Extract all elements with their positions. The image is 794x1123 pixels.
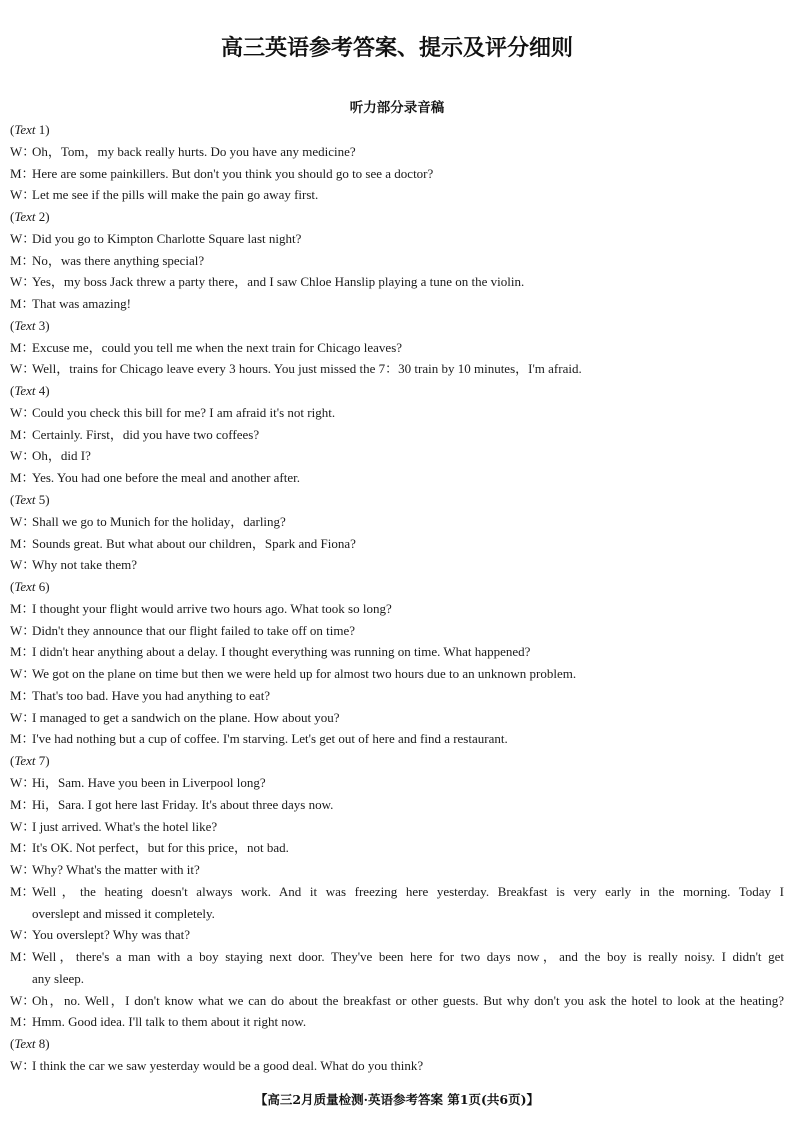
heading-number: 6) [35, 579, 50, 595]
line-text: Why not take them? [32, 557, 138, 573]
page-title: 高三英语参考答案、提示及评分细则 [220, 35, 573, 61]
line-text: Excuse me，could you tell me when the next train for Chicago leaves? [32, 339, 403, 355]
heading-word: Text [14, 122, 36, 137]
dialogue-line [10, 250, 784, 272]
line-text: Sounds great. But what about our children，Spark and Fiona? [32, 535, 356, 551]
dialogue-line [10, 271, 784, 293]
speaker-label: W： [10, 557, 36, 573]
page-footer: 【高三2月质量检测·英语参考答案 第1页(共6页)】 [254, 1092, 540, 1107]
line-text: It's OK. Not perfect，but for this price，not bad. [32, 840, 289, 856]
line-text: Yes，my boss Jack threw a party there，and I saw Chloe Hanslip playing a tune on the violin. [32, 274, 525, 290]
dialogue-line [10, 358, 784, 380]
line-text: We got on the plane on time but then we were held up for almost two hours due to an unknown problem. [32, 666, 577, 682]
line-text: I just arrived. What's the hotel like? [32, 818, 218, 834]
heading-word: Text [14, 579, 36, 595]
line-text: Didn't they announce that our flight failed to take off on time? [32, 622, 356, 638]
dialogue-line [10, 685, 784, 707]
speaker-label: M： [10, 883, 35, 899]
heading-open: ( [10, 753, 15, 769]
dialogue-line [10, 641, 784, 663]
dialogue-line [10, 772, 784, 794]
line-text-continued: any sleep. [32, 970, 84, 986]
dialogue-line [10, 924, 784, 946]
speaker-label: W： [10, 927, 36, 943]
heading-open: ( [10, 1036, 15, 1052]
speaker-label: M： [10, 165, 35, 181]
heading-number: 3) [35, 317, 50, 333]
line-text: Oh，did I? [32, 448, 91, 464]
line-text: Here are some painkillers. But don't you think you should go to see a doctor? [32, 165, 434, 181]
transcript [10, 119, 784, 1077]
heading-word: Text [14, 383, 36, 399]
speaker-label: W： [10, 143, 36, 159]
line-text: Hmm. Good idea. I'll talk to them about it right now. [32, 1014, 307, 1030]
dialogue-line [10, 1055, 784, 1077]
line-text: Did you go to Kimpton Charlotte Square last night? [32, 230, 302, 246]
heading-open: ( [10, 317, 15, 333]
dialogue-line [10, 293, 784, 315]
speaker-label: W： [10, 274, 36, 290]
dialogue-line [10, 467, 784, 489]
dialogue-line [10, 598, 784, 620]
speaker-label: M： [10, 296, 35, 312]
line-text-continued: overslept and missed it completely. [32, 905, 215, 921]
heading-open: ( [10, 492, 15, 508]
line-text: Why? What's the matter with it? [32, 862, 200, 878]
line-text: I thought your flight would arrive two hours ago. What took so long? [32, 600, 392, 616]
line-text: Certainly. First，did you have two coffees? [32, 426, 260, 442]
dialogue-line [10, 837, 784, 859]
speaker-label: M： [10, 252, 35, 268]
line-text: Well，the heating doesn't always work. And it was freezing here yesterday. Breakfast is very early in the morning. Today I [32, 883, 784, 899]
dialogue-line-continued [10, 903, 784, 925]
line-text: Well，there's a man with a boy staying next door. They've been here for two days now，and the boy is really noisy. I didn't get [32, 949, 784, 965]
line-text: Let me see if the pills will make the pain go away first. [32, 187, 319, 203]
heading-word: Text [14, 1036, 36, 1052]
dialogue-line [10, 728, 784, 750]
text-heading [10, 380, 784, 402]
heading-number: 8) [35, 1036, 50, 1052]
heading-open: ( [10, 122, 15, 137]
dialogue-line [10, 533, 784, 555]
speaker-label: M： [10, 339, 35, 355]
speaker-label: W： [10, 1057, 36, 1073]
dialogue-line [10, 816, 784, 838]
heading-number: 2) [35, 209, 50, 225]
text-heading [10, 750, 784, 772]
speaker-label: M： [10, 600, 35, 616]
text-heading [10, 119, 784, 141]
speaker-label: M： [10, 731, 35, 747]
speaker-label: W： [10, 404, 36, 420]
text-heading [10, 315, 784, 337]
speaker-label: W： [10, 818, 36, 834]
speaker-label: W： [10, 513, 36, 529]
line-text: That was amazing! [32, 296, 131, 312]
speaker-label: W： [10, 992, 36, 1008]
speaker-label: W： [10, 187, 36, 203]
heading-open: ( [10, 209, 15, 225]
speaker-label: M： [10, 470, 35, 486]
heading-open: ( [10, 579, 15, 595]
text-heading [10, 489, 784, 511]
dialogue-line [10, 184, 784, 206]
heading-number: 5) [35, 492, 50, 508]
speaker-label: M： [10, 796, 35, 812]
line-text: Oh，Tom，my back really hurts. Do you have any medicine? [32, 143, 356, 159]
speaker-label: W： [10, 361, 36, 377]
heading-open: ( [10, 383, 15, 399]
speaker-label: M： [10, 426, 35, 442]
speaker-label: W： [10, 622, 36, 638]
dialogue-line [10, 707, 784, 729]
dialogue-line [10, 228, 784, 250]
text-heading [10, 1033, 784, 1055]
line-text: Yes. You had one before the meal and another after. [32, 470, 300, 486]
speaker-label: M： [10, 687, 35, 703]
text-heading [10, 206, 784, 228]
speaker-label: W： [10, 774, 36, 790]
speaker-label: M： [10, 949, 35, 965]
dialogue-line [10, 554, 784, 576]
speaker-label: W： [10, 666, 36, 682]
dialogue-line [10, 946, 784, 968]
line-text: That's too bad. Have you had anything to eat? [32, 687, 271, 703]
dialogue-line [10, 445, 784, 467]
dialogue-line [10, 424, 784, 446]
dialogue-line [10, 881, 784, 903]
heading-word: Text [14, 753, 36, 769]
dialogue-line [10, 337, 784, 359]
line-text: You overslept? Why was that? [32, 927, 191, 943]
dialogue-line [10, 402, 784, 424]
dialogue-line [10, 663, 784, 685]
text-heading [10, 576, 784, 598]
line-text: Hi，Sara. I got here last Friday. It's about three days now. [32, 796, 334, 812]
line-text: Oh，no. Well，I don't know what we can do about the breakfast or other guests. But why don't you ask the hotel to look at the heating? [32, 992, 784, 1008]
line-text: No，was there anything special? [32, 252, 205, 268]
dialogue-line [10, 794, 784, 816]
speaker-label: M： [10, 840, 35, 856]
speaker-label: M： [10, 1014, 35, 1030]
line-text: I've had nothing but a cup of coffee. I'm starving. Let's get out of here and find a restaurant. [32, 731, 508, 747]
heading-word: Text [14, 209, 36, 225]
dialogue-line [10, 1011, 784, 1033]
dialogue-line [10, 859, 784, 881]
dialogue-line [10, 990, 784, 1012]
section-subtitle: 听力部分录音稿 [349, 100, 445, 116]
speaker-label: M： [10, 644, 35, 660]
heading-number: 4) [35, 383, 50, 399]
dialogue-line [10, 141, 784, 163]
dialogue-line-continued [10, 968, 784, 990]
line-text: Shall we go to Munich for the holiday，darling? [32, 513, 286, 529]
line-text: Well，trains for Chicago leave every 3 hours. You just missed the 7：30 train by 10 minutes，I'm afraid. [32, 361, 582, 377]
dialogue-line [10, 511, 784, 533]
line-text: I think the car we saw yesterday would be a good deal. What do you think? [32, 1057, 424, 1073]
heading-word: Text [14, 317, 36, 333]
line-text: Could you check this bill for me? I am afraid it's not right. [32, 404, 336, 420]
line-text: I didn't hear anything about a delay. I thought everything was running on time. What happened? [32, 644, 531, 660]
line-text: I managed to get a sandwich on the plane. How about you? [32, 709, 340, 725]
heading-number: 7) [35, 753, 50, 769]
dialogue-line [10, 163, 784, 185]
dialogue-line [10, 620, 784, 642]
speaker-label: M： [10, 535, 35, 551]
heading-number: 1) [35, 122, 50, 137]
speaker-label: W： [10, 862, 36, 878]
heading-word: Text [14, 492, 36, 508]
speaker-label: W： [10, 448, 36, 464]
speaker-label: W： [10, 230, 36, 246]
line-text: Hi，Sam. Have you been in Liverpool long? [32, 774, 266, 790]
speaker-label: W： [10, 709, 36, 725]
